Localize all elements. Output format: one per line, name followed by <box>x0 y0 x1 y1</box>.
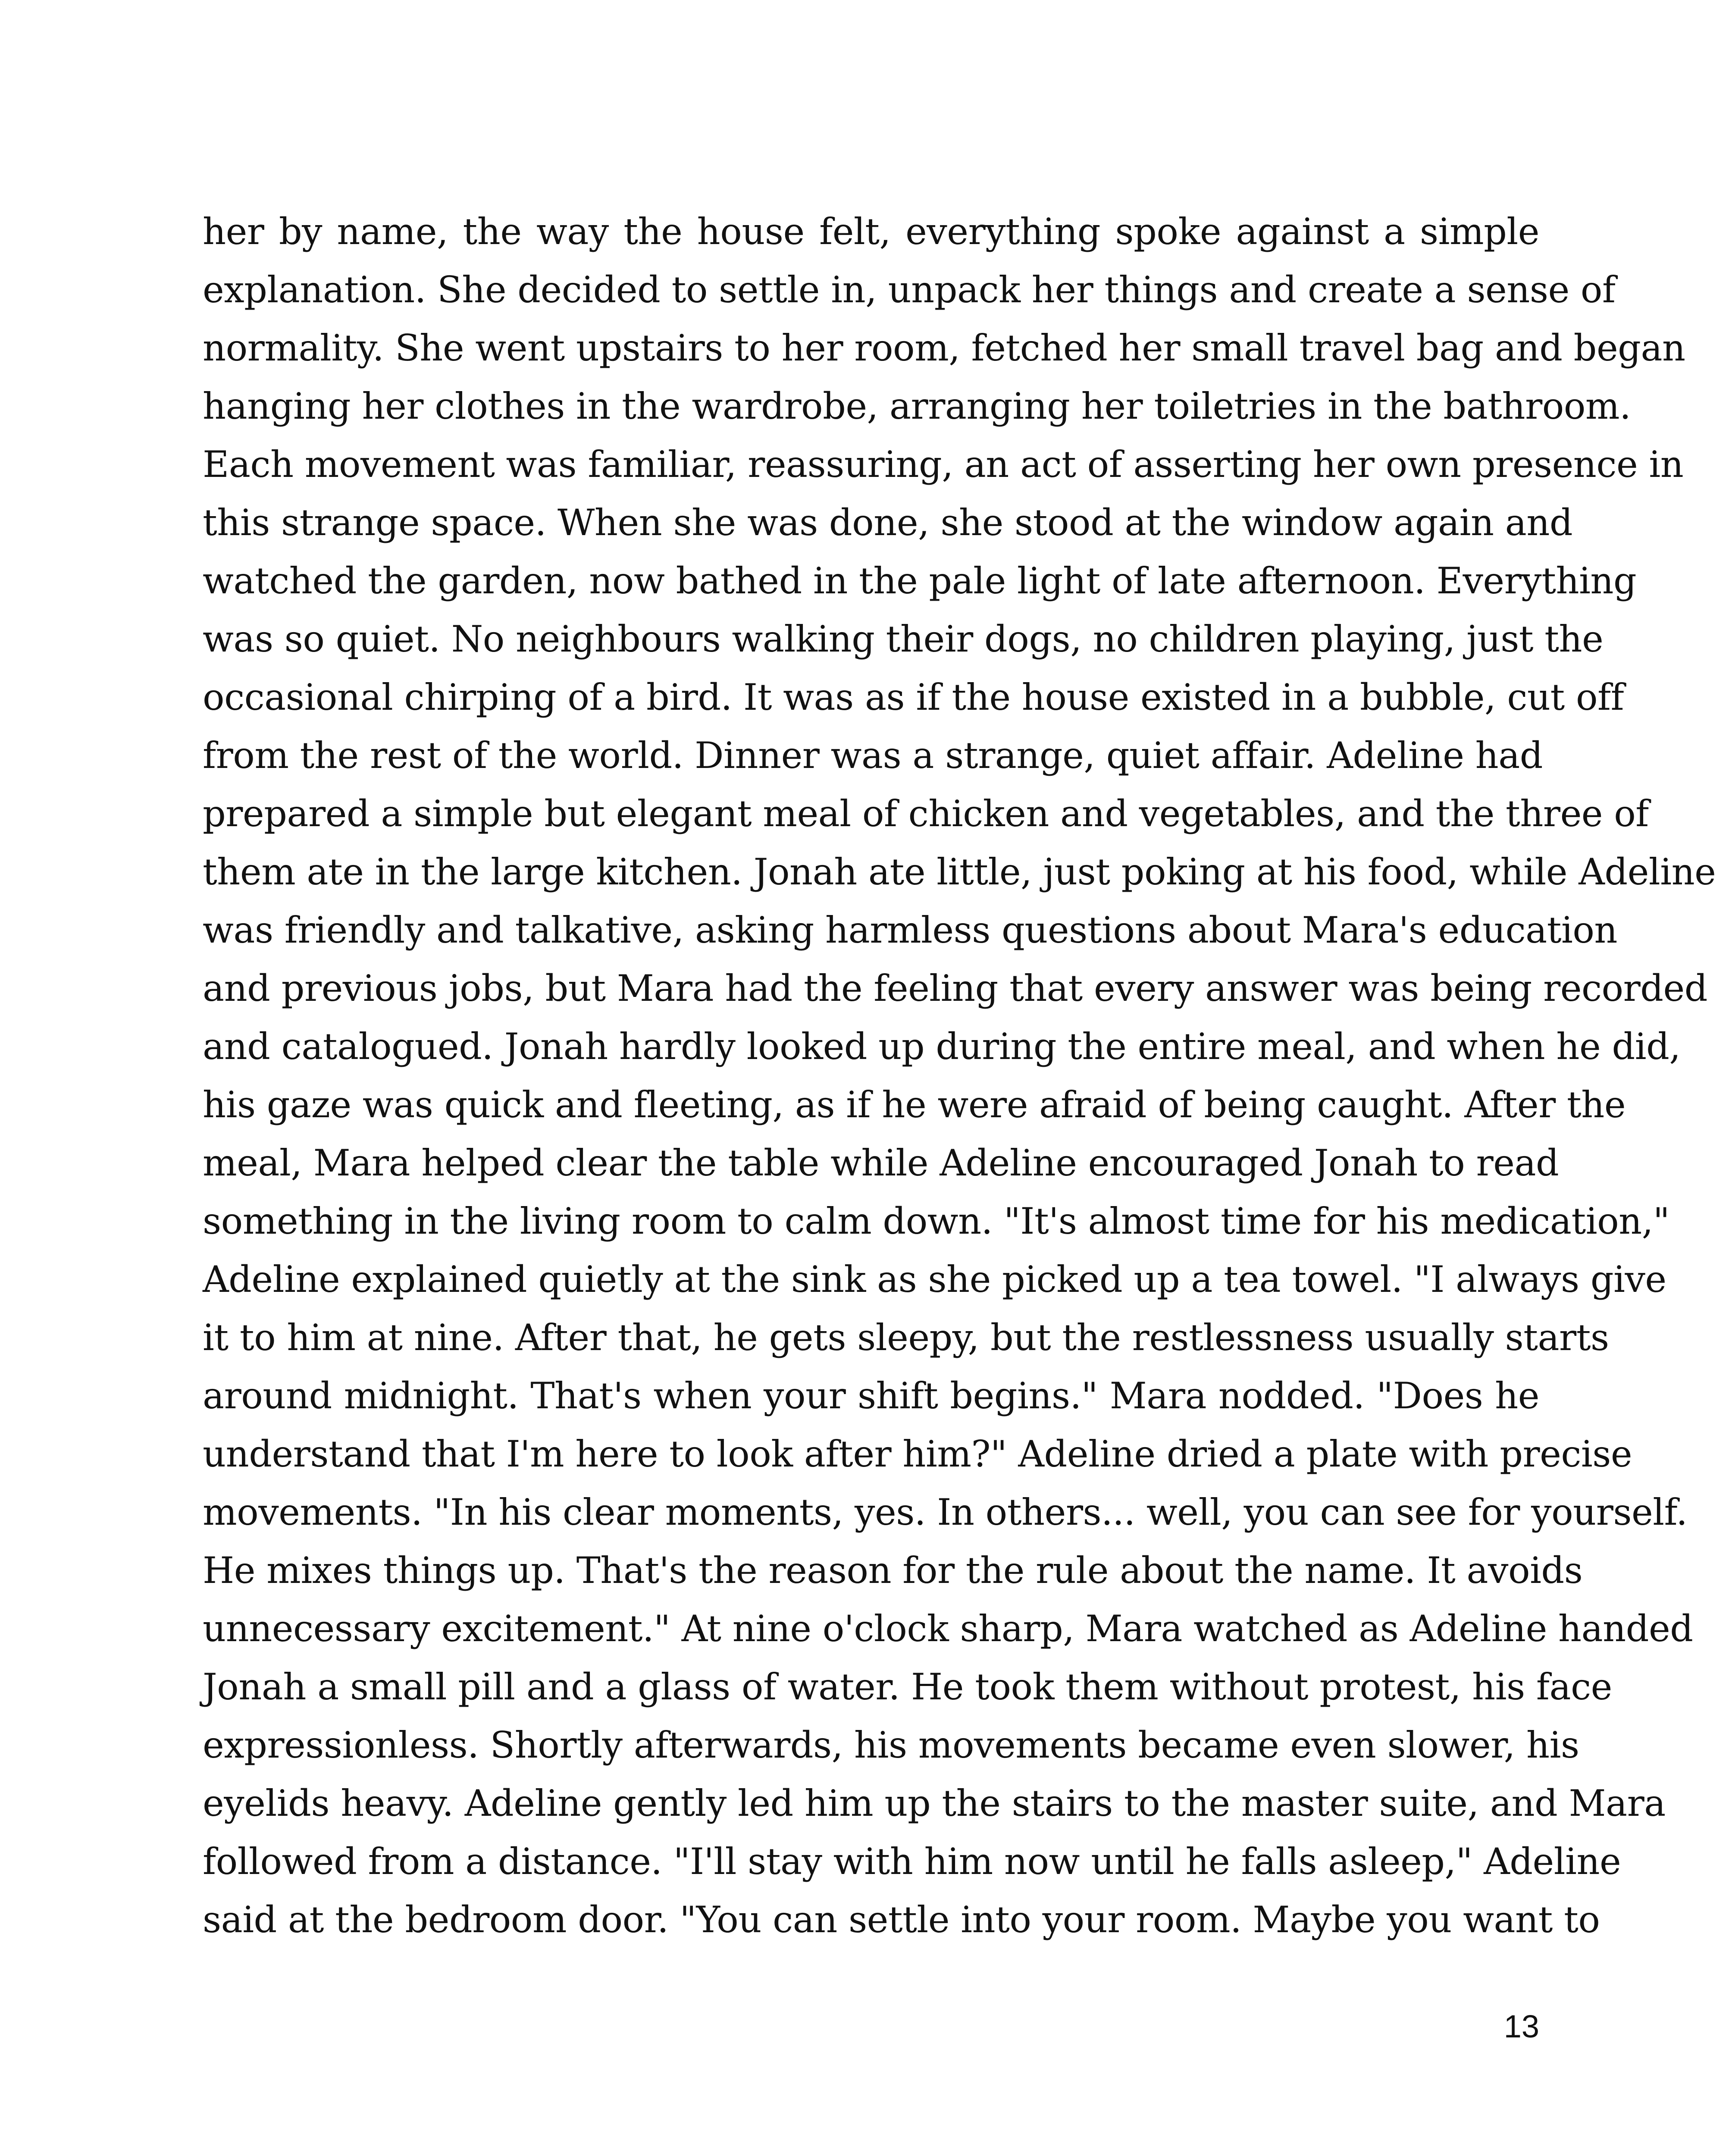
text-line: from the rest of the world. Dinner was a strange, quiet affair. Adeline had <box>203 734 1543 777</box>
text-line: followed from a distance. "I'll stay with him now until he falls asleep," Adeline <box>203 1840 1621 1883</box>
text-line: prepared a simple but elegant meal of chicken and vegetables, and the three of <box>203 793 1649 835</box>
text-line: unnecessary excitement." At nine o'clock sharp, Mara watched as Adeline handed <box>203 1608 1693 1650</box>
text-line: explanation. She decided to settle in, unpack her things and create a sense of <box>203 269 1616 311</box>
page-number: 13 <box>1503 2009 1539 2044</box>
text-line: them ate in the large kitchen. Jonah ate little, just poking at his food, while Adeline <box>203 851 1716 893</box>
text-line: something in the living room to calm down. "It's almost time for his medication," <box>203 1200 1670 1242</box>
text-line: it to him at nine. After that, he gets sleepy, but the restlessness usually starts <box>203 1316 1609 1359</box>
text-line: and catalogued. Jonah hardly looked up during the entire meal, and when he did, <box>203 1025 1681 1068</box>
body-text <box>203 203 1716 1949</box>
text-line: occasional chirping of a bird. It was as if the house existed in a bubble, cut off <box>203 676 1624 718</box>
text-line: eyelids heavy. Adeline gently led him up the stairs to the master suite, and Mara <box>203 1782 1666 1824</box>
text-line: meal, Mara helped clear the table while Adeline encouraged Jonah to read <box>203 1142 1559 1184</box>
text-line: Each movement was familiar, reassuring, an act of asserting her own presence in <box>203 443 1684 486</box>
text-line: Jonah a small pill and a glass of water. He took them without protest, his face <box>203 1666 1612 1708</box>
text-line: said at the bedroom door. "You can settle into your room. Maybe you want to <box>203 1899 1600 1941</box>
text-line: He mixes things up. That's the reason for the rule about the name. It avoids <box>203 1549 1583 1592</box>
text-line: hanging her clothes in the wardrobe, arranging her toiletries in the bathroom. <box>203 385 1631 427</box>
text-line: her by name, the way the house felt, everything spoke against a simple <box>203 210 1539 253</box>
text-line: expressionless. Shortly afterwards, his movements became even slower, his <box>203 1724 1579 1766</box>
text-line: around midnight. That's when your shift begins." Mara nodded. "Does he <box>203 1375 1539 1417</box>
text-line: normality. She went upstairs to her room, fetched her small travel bag and began <box>203 327 1685 369</box>
text-line: understand that I'm here to look after him?" Adeline dried a plate with precise <box>203 1433 1632 1475</box>
text-line: was friendly and talkative, asking harmless questions about Mara's education <box>203 909 1618 951</box>
text-line: his gaze was quick and fleeting, as if he were afraid of being caught. After the <box>203 1084 1626 1126</box>
text-line: and previous jobs, but Mara had the feeling that every answer was being recorded <box>203 967 1708 1009</box>
text-line: this strange space. When she was done, she stood at the window again and <box>203 501 1573 544</box>
text-line: was so quiet. No neighbours walking their dogs, no children playing, just the <box>203 618 1604 660</box>
text-line: Adeline explained quietly at the sink as she picked up a tea towel. "I always give <box>203 1258 1666 1300</box>
text-line: movements. "In his clear moments, yes. In others... well, you can see for yourself. <box>203 1491 1688 1533</box>
text-line: watched the garden, now bathed in the pale light of late afternoon. Everything <box>203 560 1637 602</box>
